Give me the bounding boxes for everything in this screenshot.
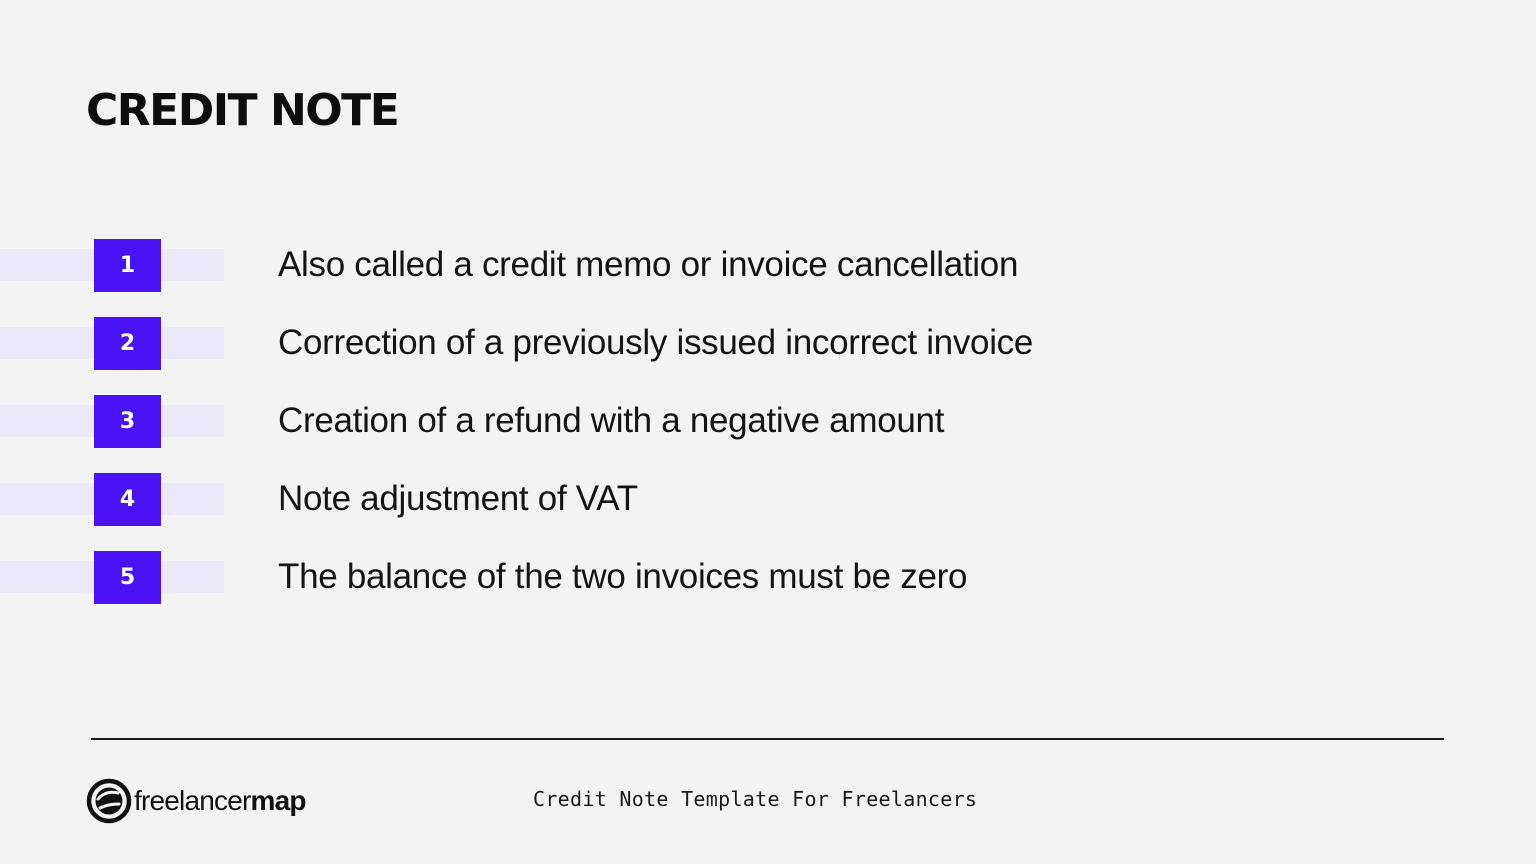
list-item-text: Creation of a refund with a negative amount — [278, 401, 945, 440]
list-item-text: Also called a credit memo or invoice cancellation — [278, 245, 1019, 284]
freelancermap-globe-icon — [86, 778, 132, 824]
list-item-text: The balance of the two invoices must be zero — [278, 557, 968, 596]
logo-text-regular: freelancer — [134, 785, 251, 816]
item-number-badge: 1 — [94, 239, 161, 292]
freelancermap-logo — [86, 777, 306, 825]
list-item — [0, 316, 1536, 394]
logo-text-bold: map — [250, 785, 306, 816]
page-title: CREDIT NOTE — [86, 85, 399, 136]
logo-wordmark — [134, 785, 306, 817]
item-number-badge: 5 — [94, 551, 161, 604]
item-number-badge: 3 — [94, 395, 161, 448]
list-item — [0, 238, 1536, 316]
list-item — [0, 394, 1536, 472]
item-number-badge: 2 — [94, 317, 161, 370]
footer-divider — [91, 738, 1444, 740]
list-item-text: Correction of a previously issued incorrect invoice — [278, 323, 1034, 362]
list-item — [0, 472, 1536, 550]
list-item-text: Note adjustment of VAT — [278, 479, 638, 518]
item-number-badge: 4 — [94, 473, 161, 526]
list-item — [0, 550, 1536, 628]
key-points-list — [0, 238, 1536, 628]
footer-caption: Credit Note Template For Freelancers — [533, 787, 978, 811]
